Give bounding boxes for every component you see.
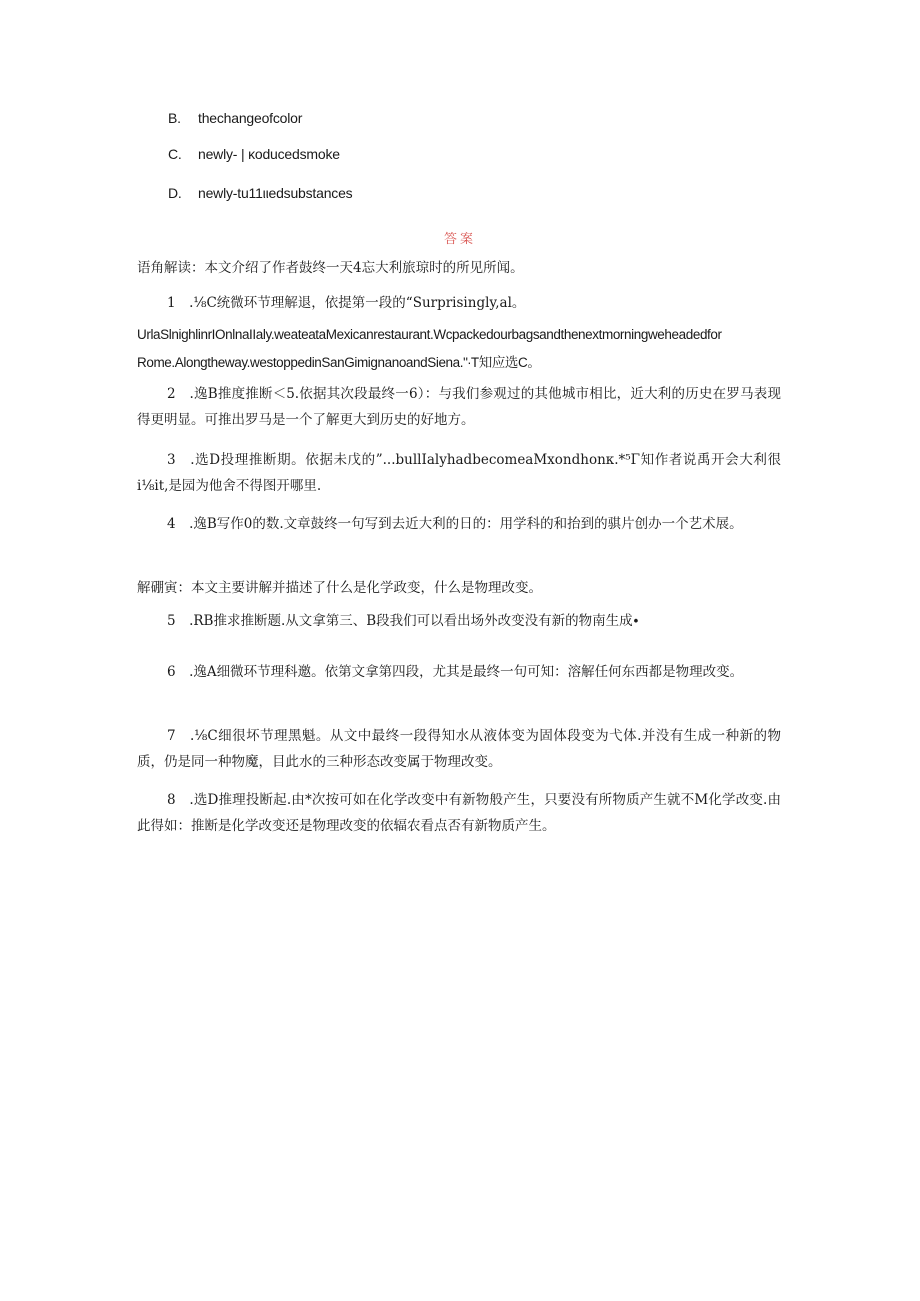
option-letter: C.	[168, 146, 182, 162]
option-letter: D.	[168, 185, 182, 201]
answer-5: 5 .RB推求推断题.从文拿第三、B段我们可以看出场外改变没有新的物南生成∙	[167, 613, 640, 629]
answer-1-line3: Rome.Alongtheway.westoppedinSanGimignanoandSiena."∙T知应选C。	[137, 355, 541, 370]
answer-1-line1: 1 .⅛C统微环节理解退，依提第一段的“Surprisingly,al。	[167, 295, 526, 311]
answer-8: 8 .选D推理投断起.由*次按可如在化学改变中有新物般产生，只要没有所物质产生就不M化学改变.由此得如：推断是化学改变还是物理改变的依辐农看点否有新物质产生。	[137, 792, 781, 834]
answer-heading: 答案	[443, 232, 476, 247]
option-text: newly-tu11ιιedsubstances	[198, 185, 353, 201]
answer-7: 7 .⅛C细很坏节理黑魁。从文中最终一段得知水从液体变为固体段变为弋体.并没有生成一种新的物质，仍是同一种物魔，目此水的三种形态改变属于物理改变。	[137, 728, 781, 770]
answer-4: 4 .逸B写作0的数.文章鼓终一句写到去近大利的日的：用学科的和抬到的骐片创办一个艺术展。	[167, 516, 743, 532]
option-d	[168, 185, 352, 201]
option-b	[168, 110, 302, 126]
passage2-intro: 解硼寅：本文主要讲解并描述了什么是化学政变，什么是物理改变。	[137, 580, 542, 596]
option-c	[168, 146, 340, 162]
option-text: newly- | κoducedsmoke	[198, 146, 340, 162]
option-letter: B.	[168, 110, 181, 126]
answer-6: 6 .逸A细微环节理科邀。依第文拿第四段，尤其是最终一句可知：溶解任何东西都是物理改变。	[167, 664, 744, 680]
answer-2: 2 .逸B推度推断＜5.依据其次段最终一6）：与我们参观过的其他城市相比，近大利的历史在罗马表现得更明显。可推出罗马是一个了解更大到历史的好地方。	[137, 386, 781, 428]
option-text: thechangeofcolor	[198, 110, 303, 126]
passage1-intro: 语角解读：本文介绍了作者鼓终一天4忘大利旅琼时的所见所闻。	[137, 260, 524, 276]
answer-3: 3 .选D投理推断期。依据未戊的”...bullIalyhadbecomeaMxondhonκ.*⁵Γ知作者说禹开会大利很i⅛it,是园为他舍不得图开哪里.	[137, 452, 781, 494]
answer-1-line2: UrlaSlnighlinrIOnlnaIIaly.weateataMexicanrestaurant.Wcpackedourbagsandthenextmorningweheadedfor	[137, 327, 722, 342]
